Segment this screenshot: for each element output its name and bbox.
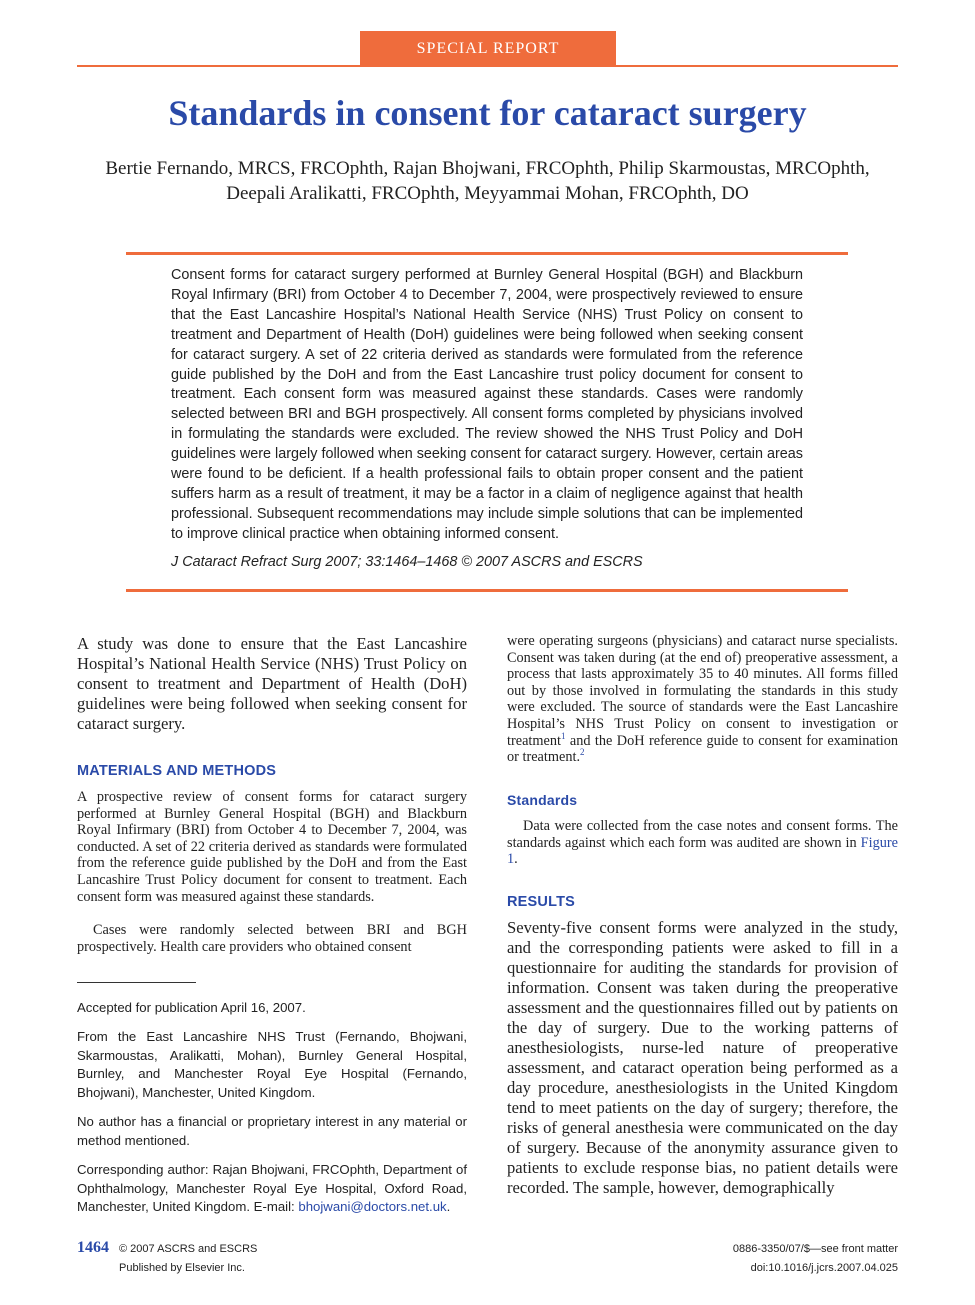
section-label: SPECIAL REPORT bbox=[360, 31, 616, 65]
abstract-top-rule bbox=[126, 252, 848, 255]
footnote-affiliation: From the East Lancashire NHS Trust (Fernando, Bhojwani, Skarmoustas, Aralikatti, Mohan), Burnley General Hospital, Burnley, and Manchester Royal Eye Hospital (Fernando, Bhojwani), Manchester, United Kingdom. bbox=[77, 1029, 467, 1100]
reference-2-link[interactable]: 2 bbox=[580, 747, 585, 758]
footnote-interest: No author has a financial or proprietary interest in any material or method mentioned. bbox=[77, 1114, 467, 1148]
standards-text-a: Data were collected from the case notes and consent forms. The standards against which each form was audited are shown in bbox=[507, 818, 898, 851]
abstract-bottom-rule bbox=[126, 589, 848, 592]
footer-issn: 0886-3350/07/$—see front matter bbox=[732, 1243, 898, 1255]
footnote-divider bbox=[77, 982, 196, 983]
page-number: 1464 bbox=[77, 1239, 109, 1256]
footnote-corresponding bbox=[77, 1161, 467, 1217]
article-title: Standards in consent for cataract surgery bbox=[168, 93, 807, 133]
abstract-text: Consent forms for cataract surgery performed at Burnley General Hospital (BGH) and Blackburn Royal Infirmary (BRI) from October 4 to December 7, 2004, were prospectively reviewed to ensure that the East Lancashire Hospital’s National Health Service (NHS) Trust Policy on consent to treatment and Department of Health (DoH) guidelines were being followed when seeking consent for cataract surgery. A set of 22 criteria derived as standards were formulated from the reference guide published by the DoH and from the East Lancashire trust policy document for consent to treatment. Each consent form was measured against these standards. Cases were randomly selected between BRI and BGH prospectively. All consent forms completed by physicians involved in formulating the standards were excluded. The review showed the NHS Trust Policy and DoH guidelines were largely followed when seeking consent for cataract surgery. However, certain areas were found to be deficient. If a health professional fails to obtain proper consent and the patient suffers harm as a result of treatment, it may be a factor in a claim of negligence against that health professional. Subsequent recommendations may include simple solutions that can be implemented to improve clinical practice when obtaining informed consent. bbox=[171, 267, 803, 542]
methods-continued-text-b: and the DoH reference guide to consent for examination or treatment. bbox=[507, 732, 898, 766]
methods-paragraph-1: A prospective review of consent forms for cataract surgery performed at Burnley General Hospital (BGH) and Blackburn Royal Infirmary (BRI) from October 4 to December 7, 2004, was conducted. A set of 22 criteria derived as standards were formulated from the reference guide published by the DoH and from the East Lancashire Trust Policy document for consent to treatment. Each consent form was measured against these standards. bbox=[77, 789, 467, 905]
results-paragraph: Seventy-five consent forms were analyzed in the study, and the corresponding patients were asked to fill in a questionnaire for auditing the standards for provision of information. Consent was taken during the preoperative assessment and the questionnaires filled out by patients on the day of surgery. Due to the working patterns of anesthesiologists, nurse-led nature of preoperative assessment, and cataract operation being performed as a day procedure, anesthesiologists in the United Kingdom tend to meet patients on the day of surgery; therefore, the risks of general anesthesia were communicated on the day of surgery. Because of the anonymity assurance given to patients to exclude response bias, no patient details were recorded. The sample, however, demographically bbox=[507, 918, 898, 1197]
author-list bbox=[60, 156, 915, 206]
methods-paragraph-2: Cases were randomly selected between BRI and BGH prospectively. Health care providers who obtained consent bbox=[77, 922, 467, 955]
footer-doi[interactable]: doi:10.1016/j.jcrs.2007.04.025 bbox=[750, 1262, 898, 1274]
footer-publisher: Published by Elsevier Inc. bbox=[119, 1262, 245, 1274]
author-line-1: Bertie Fernando, MRCS, FRCOphth, Rajan Bhojwani, FRCOphth, Philip Skarmoustas, MRCOphth, bbox=[105, 158, 870, 179]
corresponding-end: . bbox=[446, 1199, 451, 1215]
header-divider bbox=[77, 65, 898, 67]
methods-continued-paragraph bbox=[507, 633, 898, 766]
reference-1-link[interactable]: 1 bbox=[560, 730, 566, 741]
figure-1-link[interactable]: Figure 1 bbox=[507, 834, 898, 868]
standards-paragraph bbox=[507, 818, 898, 868]
citation: J Cataract Refract Surg 2007; 33:1464–1468 © 2007 ASCRS and ESCRS bbox=[171, 554, 643, 570]
standards-heading: Standards bbox=[507, 792, 578, 808]
email-link[interactable]: bhojwani@doctors.net.uk bbox=[298, 1199, 447, 1215]
standards-text-b: . bbox=[514, 851, 518, 868]
corresponding-author-text: Corresponding author: Rajan Bhojwani, FRCOphth, Department of Ophthalmology, Manchester Royal Eye Hospital, Oxford Road, Manchester, United Kingdom. E-mail: bbox=[77, 1162, 467, 1215]
author-line-2: Deepali Aralikatti, FRCOphth, Meyyammai Mohan, FRCOphth, DO bbox=[226, 183, 749, 204]
methods-continued-text-a: were operating surgeons (physicians) and cataract nurse specialists. Consent was taken during (at the end of) preoperative assessment, a process that lasts approximately 35 to 40 minutes. All forms filled out by those involved in formulating the standards in this study were excluded. The source of standards were the East Lancashire Hospital’s NHS Trust Policy on consent to investigation or treatment bbox=[507, 633, 898, 749]
footnote-accepted: Accepted for publication April 16, 2007. bbox=[77, 1000, 306, 1015]
methods-heading: MATERIALS AND METHODS bbox=[77, 763, 277, 779]
intro-paragraph: A study was done to ensure that the East Lancashire Hospital’s National Health Service (NHS) Trust Policy on consent to treatment and Department of Health (DoH) guidelines were being followed when seeking consent for cataract surgery. bbox=[77, 634, 467, 733]
results-heading: RESULTS bbox=[507, 894, 575, 910]
footer-copyright: © 2007 ASCRS and ESCRS bbox=[119, 1243, 258, 1255]
